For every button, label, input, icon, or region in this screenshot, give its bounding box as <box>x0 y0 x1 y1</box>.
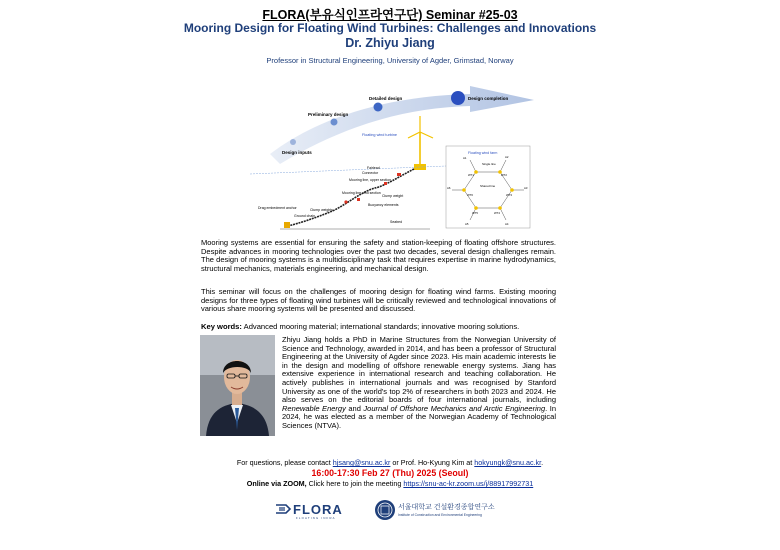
svg-text:A3: A3 <box>524 186 528 190</box>
mooring-design-figure <box>250 76 536 236</box>
speaker-bio: Zhiyu Jiang holds a PhD in Marine Structures from the Norwegian University of Science and Technology, awarded in 2014, and has been a professor of Structural Engineering at the University of Agder since 2023. His main academic interests lie in the design and modelling of offshore renewable energy systems. Jiang has extensive experience in international research and teaching collaboration. He actively publishes in international journals and was recognised by Stanford University as one of the world's top 2% of researchers in both 2023 and 2024. He also serves on the editorial boards of four international journals, including Renewable Energy and Journal of Offshore Mechanics and Arctic Engineering. In 2024, he was elected as a member of the Norwegian Academy of Technological Sciences (NTVA). <box>282 335 556 430</box>
snu-logo <box>375 500 495 520</box>
email-link-hokyungk[interactable]: hokyungk@snu.ac.kr <box>474 458 542 467</box>
svg-text:Drag embedment anchor: Drag embedment anchor <box>258 206 297 210</box>
svg-text:A4: A4 <box>505 222 509 226</box>
buoyancy-marker <box>344 200 347 203</box>
keywords <box>201 322 561 331</box>
email-link-hjsang[interactable]: hjsang@snu.ac.kr <box>332 458 391 467</box>
seminar-time: 16:00-17:30 Feb 27 (Thu) 2025 (Seoul) <box>311 468 469 478</box>
seminar-title: FLORA(부유식인프라연구단) Seminar #25-03 <box>262 8 518 22</box>
svg-text:서울대학교 건설환경종합연구소: 서울대학교 건설환경종합연구소 <box>398 504 495 511</box>
svg-text:Clump weight: Clump weight <box>382 194 404 198</box>
stage-dot-detailed <box>374 103 383 112</box>
keywords-label: Key words: <box>201 322 242 331</box>
turbine-label: Floating wind turbine <box>362 133 398 137</box>
stage-label-completion: Design completion <box>468 96 509 101</box>
svg-text:A2: A2 <box>505 155 509 159</box>
svg-text:A5: A5 <box>465 222 469 226</box>
svg-text:A1: A1 <box>463 156 467 160</box>
svg-text:Buoyancy elements: Buoyancy elements <box>368 203 399 207</box>
svg-text:Seabed: Seabed <box>390 220 403 224</box>
svg-text:WT3: WT3 <box>506 193 512 197</box>
stage-label-preliminary: Preliminary design <box>308 112 349 117</box>
speaker-photo <box>200 335 275 436</box>
flora-logo <box>276 502 343 520</box>
talk-title: Mooring Design for Floating Wind Turbines: Challenges and Innovations <box>183 21 597 35</box>
stage-label-inputs: Design inputs <box>282 150 312 155</box>
zoom-link[interactable]: https://snu-ac-kr.zoom.us/j/88917992731 <box>403 479 534 488</box>
stage-label-detailed: Detailed design <box>369 96 403 101</box>
clump-weight-marker <box>357 198 360 201</box>
svg-text:Institute of Construction and: Institute of Construction and Environmental Engineering <box>398 513 482 517</box>
svg-text:Mooring line, upper section: Mooring line, upper section <box>349 178 392 182</box>
svg-text:Floating wind farm: Floating wind farm <box>468 151 498 155</box>
svg-text:WT2: WT2 <box>501 173 507 177</box>
connector-marker <box>384 182 387 185</box>
svg-text:Connector: Connector <box>362 171 379 175</box>
zoom-line: Online via ZOOM, Click here to join the meeting https://snu-ac-kr.zoom.us/j/88917992731 <box>246 479 534 488</box>
svg-text:Shared line: Shared line <box>480 184 496 188</box>
abstract-paragraph-1: Mooring systems are essential for ensuring the safety and station-keeping of floating offshore structures. Despite advances in mooring technologies over the past two decades, several design challenges remain. The design of mooring systems is a multidisciplinary task that requires expertise in marine hydrodynamics, structural mechanics, materials engineering, and mechanical design. <box>201 238 556 273</box>
keywords-text: Advanced mooring material; international standards; innovative mooring solutions. <box>241 322 520 331</box>
svg-text:WT6: WT6 <box>467 193 473 197</box>
fairlead-marker <box>397 173 401 176</box>
svg-text:Single line: Single line <box>482 162 496 166</box>
svg-text:WT4: WT4 <box>494 211 500 215</box>
svg-text:FLORA: FLORA <box>293 502 343 517</box>
svg-text:Ground chain: Ground chain <box>294 214 316 218</box>
wind-turbine-icon <box>408 116 433 170</box>
abstract-paragraph-2: This seminar will focus on the challenges of mooring design for floating wind farms. Existing mooring designs for three types of floating wind turbines will be critically reviewed and technological innovations of various share mooring systems will be presented and discussed. <box>201 287 556 314</box>
stage-dot-preliminary <box>331 119 338 126</box>
stage-dot-completion <box>451 91 465 105</box>
svg-text:Fairlead: Fairlead <box>367 166 380 170</box>
speaker-name: Dr. Zhiyu Jiang <box>345 36 435 50</box>
svg-text:WT5: WT5 <box>472 211 478 215</box>
svg-text:WT1: WT1 <box>468 173 474 177</box>
svg-text:FLOATING INFRA: FLOATING INFRA <box>296 516 336 520</box>
speaker-affiliation: Professor in Structural Engineering, University of Agder, Grimstad, Norway <box>266 56 514 65</box>
svg-text:Mooring line, mid section: Mooring line, mid section <box>342 191 381 195</box>
stage-dot-inputs <box>290 139 296 145</box>
anchor-marker <box>284 222 290 228</box>
svg-text:Clump weights: Clump weights <box>310 208 333 212</box>
footer-logos <box>274 497 524 523</box>
svg-text:A6: A6 <box>447 186 451 190</box>
contact-line: For questions, please contact hjsang@snu.ac.kr or Prof. Ho-Kyung Kim at hokyungk@snu.ac.kr. <box>236 458 544 467</box>
